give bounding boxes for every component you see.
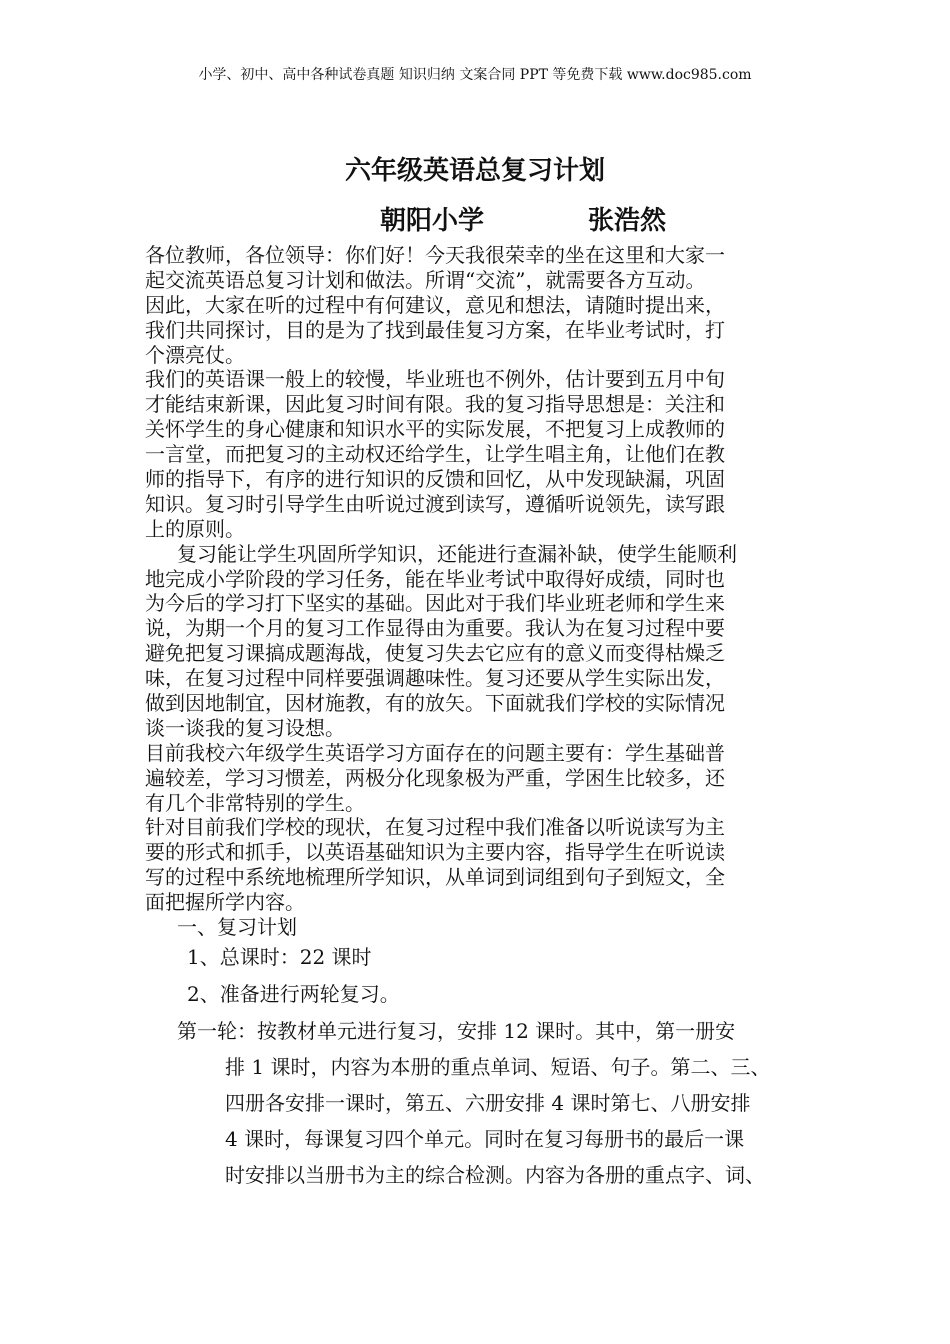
text-line: 师的指导下，有序的进行知识的反馈和回忆，从中发现缺漏，巩固	[145, 467, 725, 492]
text-line: 个漂亮仗。	[145, 342, 245, 367]
text-line: 味，在复习过程中同样要强调趣味性。复习还要从学生实际出发，	[145, 666, 725, 691]
page-title: 六年级英语总复习计划	[344, 156, 605, 186]
header-banner: 小学、初中、高中各种试卷真题 知识归纳 文案合同 PPT 等免费下载 www.doc985.com	[198, 67, 752, 83]
paragraph-approach	[145, 815, 815, 915]
text-line: 为今后的学习打下坚实的基础。因此对于我们毕业班老师和学生来	[145, 591, 725, 616]
text-line: 说，为期一个月的复习工作显得由为重要。我认为在复习过程中要	[145, 616, 725, 641]
text-line: 第一轮：按教材单元进行复习，安排 12 课时。其中，第一册安	[177, 1018, 736, 1043]
text-line: 时安排以当册书为主的综合检测。内容为各册的重点字、词、	[225, 1162, 765, 1187]
text-line: 我们的英语课一般上的较慢，毕业班也不例外，估计要到五月中旬	[145, 367, 725, 392]
text-line: 上的原则。	[145, 516, 245, 541]
round-one-block	[145, 1019, 815, 1187]
text-line: 写的过程中系统地梳理所学知识，从单词到词组到句子到短文，全	[145, 865, 725, 890]
text-line: 目前我校六年级学生英语学习方面存在的问题主要有：学生基础普	[145, 740, 725, 765]
text-line: 起交流英语总复习计划和做法。所谓“交流”，就需要各方互动。	[145, 267, 706, 292]
paragraph-review-purpose	[145, 542, 815, 741]
author-name: 张浩然	[588, 206, 667, 236]
text-line: 各位教师，各位领导：你们好！今天我很荣幸的坐在这里和大家一	[145, 243, 725, 267]
plan-item-total-hours: 1、总课时：22 课时	[187, 944, 372, 969]
text-line: 做到因地制宜，因材施教，有的放矢。下面就我们学校的实际情况	[145, 691, 725, 716]
text-line: 谈一谈我的复习设想。	[145, 715, 345, 740]
text-line: 四册各安排一课时，第五、六册安排 4 课时第七、八册安排	[225, 1090, 751, 1115]
text-line: 因此，大家在听的过程中有何建议，意见和想法，请随时提出来，	[145, 292, 725, 317]
text-line: 要的形式和抓手，以英语基础知识为主要内容，指导学生在听说读	[145, 840, 725, 865]
document-body	[145, 243, 815, 1187]
text-line: 知识。复习时引导学生由听说过渡到读写，遵循听说领先，读写跟	[145, 491, 725, 516]
plan-item-two-rounds: 2、准备进行两轮复习。	[187, 981, 400, 1006]
paragraph-greeting	[145, 243, 815, 367]
text-line: 针对目前我们学校的现状，在复习过程中我们准备以听说读写为主	[145, 815, 725, 840]
text-line: 关怀学生的身心健康和知识水平的实际发展，不把复习上成教师的	[145, 417, 725, 442]
text-line: 有几个非常特别的学生。	[145, 790, 365, 815]
paragraph-problems	[145, 741, 815, 816]
section-review-plan	[145, 915, 815, 1187]
school-name: 朝阳小学	[380, 206, 485, 236]
text-line: 避免把复习课搞成题海战，使复习失去它应有的意义而变得枯燥乏	[145, 641, 725, 666]
text-line: 4 课时，每课复习四个单元。同时在复习每册书的最后一课	[225, 1126, 745, 1151]
section-heading: 一、复习计划	[177, 915, 297, 940]
text-line: 才能结束新课，因此复习时间有限。我的复习指导思想是：关注和	[145, 392, 725, 417]
text-line: 面把握所学内容。	[145, 890, 305, 915]
text-line: 地完成小学阶段的学习任务，能在毕业考试中取得好成绩，同时也	[145, 566, 725, 591]
text-line: 复习能让学生巩固所学知识，还能进行查漏补缺，使学生能顺利	[177, 541, 737, 566]
text-line: 一言堂，而把复习的主动权还给学生，让学生唱主角，让他们在教	[145, 442, 725, 467]
text-line: 我们共同探讨，目的是为了找到最佳复习方案，在毕业考试时，打	[145, 317, 725, 342]
text-line: 排 1 课时，内容为本册的重点单词、短语、句子。第二、三、	[225, 1054, 771, 1079]
paragraph-guiding-idea	[145, 367, 815, 541]
text-line: 遍较差，学习习惯差，两极分化现象极为严重，学困生比较多，还	[145, 765, 725, 790]
